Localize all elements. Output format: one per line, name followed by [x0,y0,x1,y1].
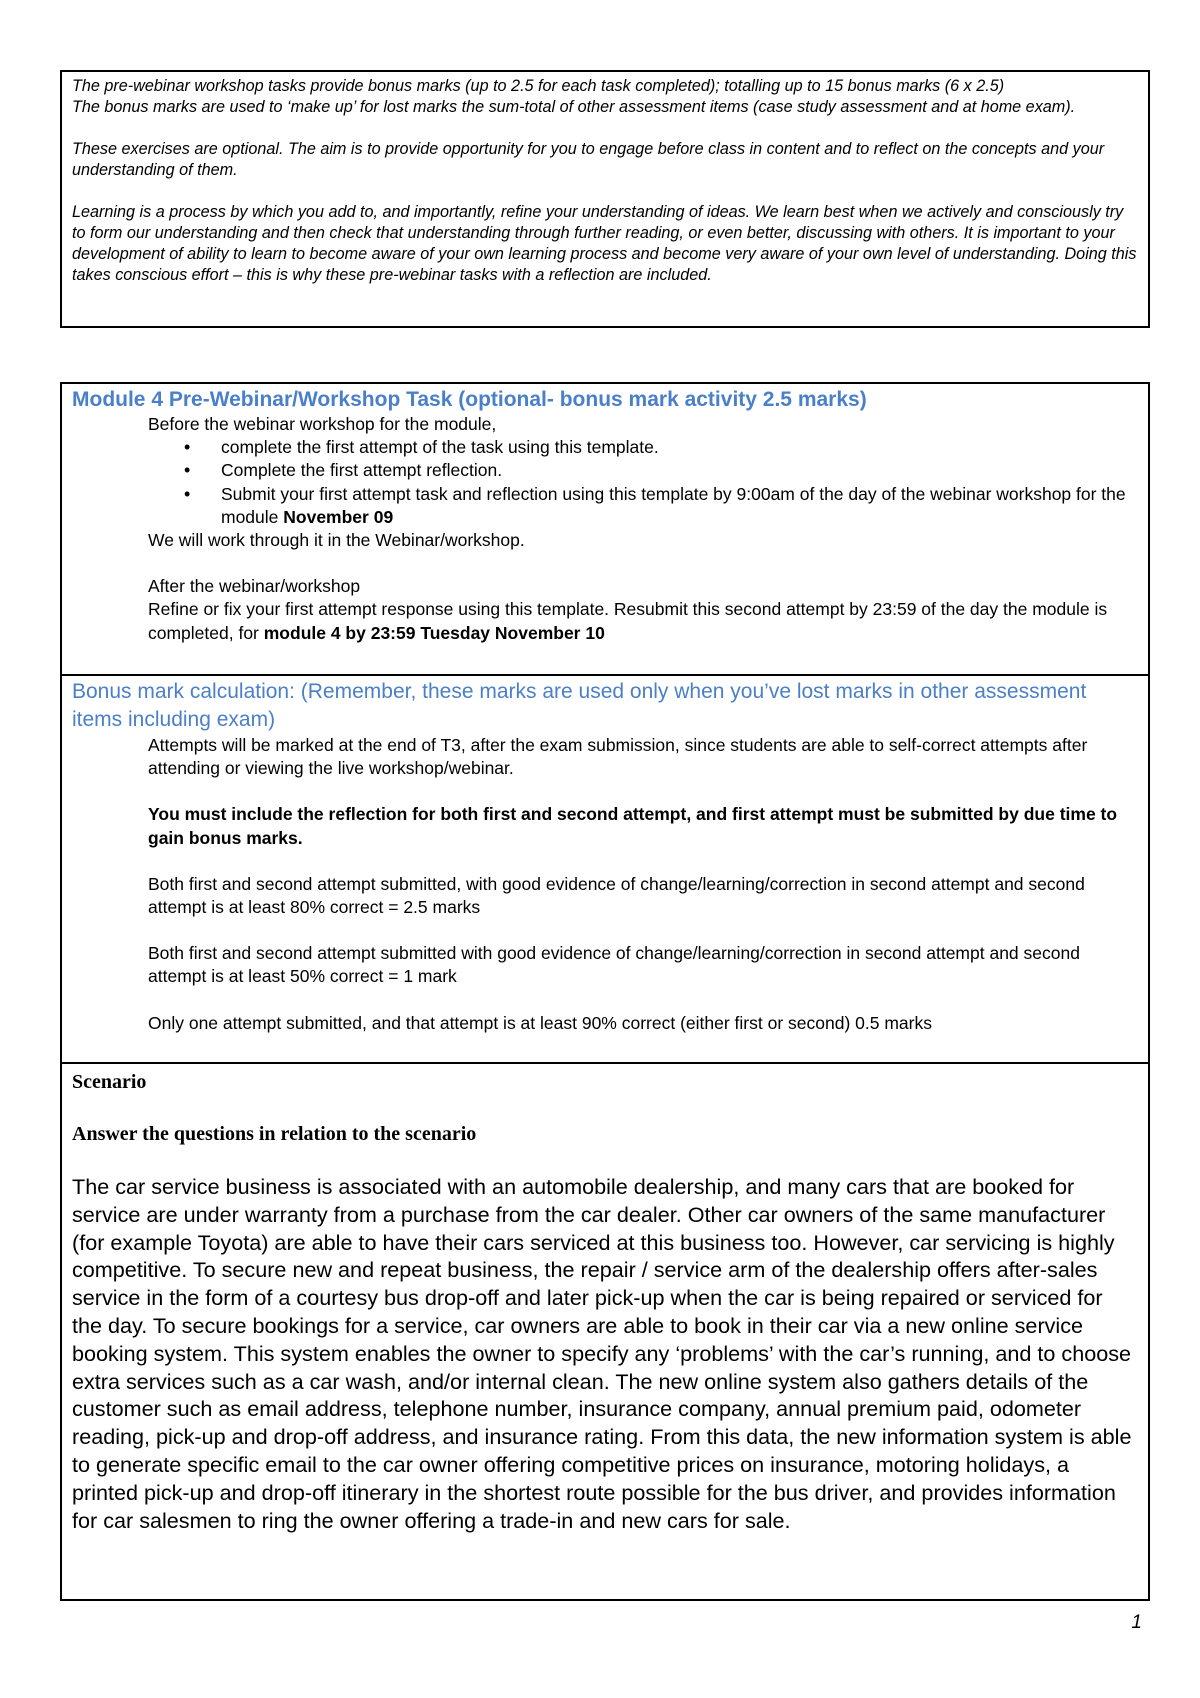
scenario-cell [62,1064,1148,1599]
task-step-1: • complete the first attempt of the task using this template. [148,436,1138,459]
first-attempt-due-date: November 09 [283,506,394,527]
task-steps-list [148,436,1138,529]
intro-box [60,70,1150,328]
intro-line-1: The pre-webinar workshop tasks provide bonus marks (up to 2.5 for each task completed); totalling up to 15 bonus marks (6 x 2.5) [72,77,1005,95]
scenario-heading: Scenario [72,1071,147,1093]
second-attempt-due-date: module 4 by 23:59 Tuesday November 10 [263,622,605,643]
must-include-note [148,803,1138,849]
bonus-rule-3: Only one attempt submitted, and that attempt is at least 90% correct (either first or second) 0.5 marks [148,1012,932,1033]
intro-paragraph-3: Learning is a process by which you add to, and importantly, refine your understanding of ideas. We learn best when we actively and consciously try to form our understanding and then check that understanding through further reading, or even better, discussing with others. It is important to your development of ability to learn to become aware of your own learning process and become very aware of your own level of understanding. Doing this takes conscious effort – this is why these pre-webinar tasks with a reflection are included. [72,203,1137,284]
bonus-calculation-cell [62,676,1148,1064]
scenario-text: The car service business is associated with an automobile dealership, and many cars that are booked for service are under warranty from a purchase from the car dealer. Other car owners of the same manufacturer (for example Toyota) are able to have their cars serviced at this business too. However, car servicing is highly competitive. To secure new and repeat business, the repair / service arm of the dealership offers after-sales service in the form of a courtesy bus drop-off and later pick-up when the car is being repaired or serviced for the day. To secure bookings for a service, car owners are able to book in their car via a new online service booking system. This system enables the owner to specify any ‘problems’ with the car’s running, and to choose extra services such as a car wash, and/or internal clean. The new online system also gathers details of the customer such as email address, telephone number, insurance company, annual premium paid, odometer reading, pick-up and drop-off address, and insurance rating. From this data, the new information system is able to generate specific email to the car owner offering competitive prices on insurance, motoring holidays, a printed pick-up and drop-off itinerary in the shortest route possible for the bus driver, and provides information for car salesmen to ring the owner offering a trade-in and new cars for sale. [72,1174,1132,1533]
page-number: 1 [1131,1612,1142,1633]
intro-paragraph-1 [72,76,1138,118]
intro-line-2: The bonus marks are used to ‘make up’ for lost marks the sum-total of other assessment items (case study assessment and at home exam). [72,98,1076,116]
bonus-rule-2: Both first and second attempt submitted with good evidence of change/learning/correction in second attempt and second attempt is at least 50% correct = 1 mark [148,943,1080,987]
after-heading: After the webinar/workshop [148,576,361,597]
task-step-2: • Complete the first attempt reflection. [148,459,1138,482]
module-title: Module 4 Pre-Webinar/Workshop Task (optional- bonus mark activity 2.5 marks) [72,388,867,411]
work-through-note: We will work through it in the Webinar/workshop. [148,530,525,551]
bonus-rule-1: Both first and second attempt submitted, with good evidence of change/learning/correction in second attempt and second attempt is at least 80% correct = 2.5 marks [148,873,1085,918]
after-text: Refine or fix your first attempt response using this template. Resubmit this second attempt by 23:59 of the day the module is completed, for [148,599,1108,643]
before-intro: Before the webinar workshop for the module, [148,414,497,434]
attempts-note: Attempts will be marked at the end of T3, after the exam submission, since students are able to self-correct attempts after attending or viewing the live workshop/webinar. [148,735,1088,779]
bonus-details [72,734,1138,1035]
after-instructions [148,598,1138,644]
task-step-3 [148,483,1138,529]
bonus-title: Bonus mark calculation: (Remember, these marks are used only when you’ve lost marks in other assessment items including exam) [72,680,1087,731]
module-instructions [72,413,1138,645]
task-table [60,382,1150,1601]
module-task-cell [62,384,1148,676]
intro-paragraph-2: These exercises are optional. The aim is to provide opportunity for you to engage before class in content and to reflect on the concepts and your understanding of them. [72,140,1105,179]
must-include-bold: You must include the reflection for both first and second attempt, and first attempt must be submitted by due time to gain bonus marks. [148,804,1118,848]
task-step-3-text: Submit your first attempt task and reflection using this template by 9:00am of the day of the webinar workshop for the module [221,483,1126,527]
scenario-instruction: Answer the questions in relation to the scenario [72,1123,477,1145]
